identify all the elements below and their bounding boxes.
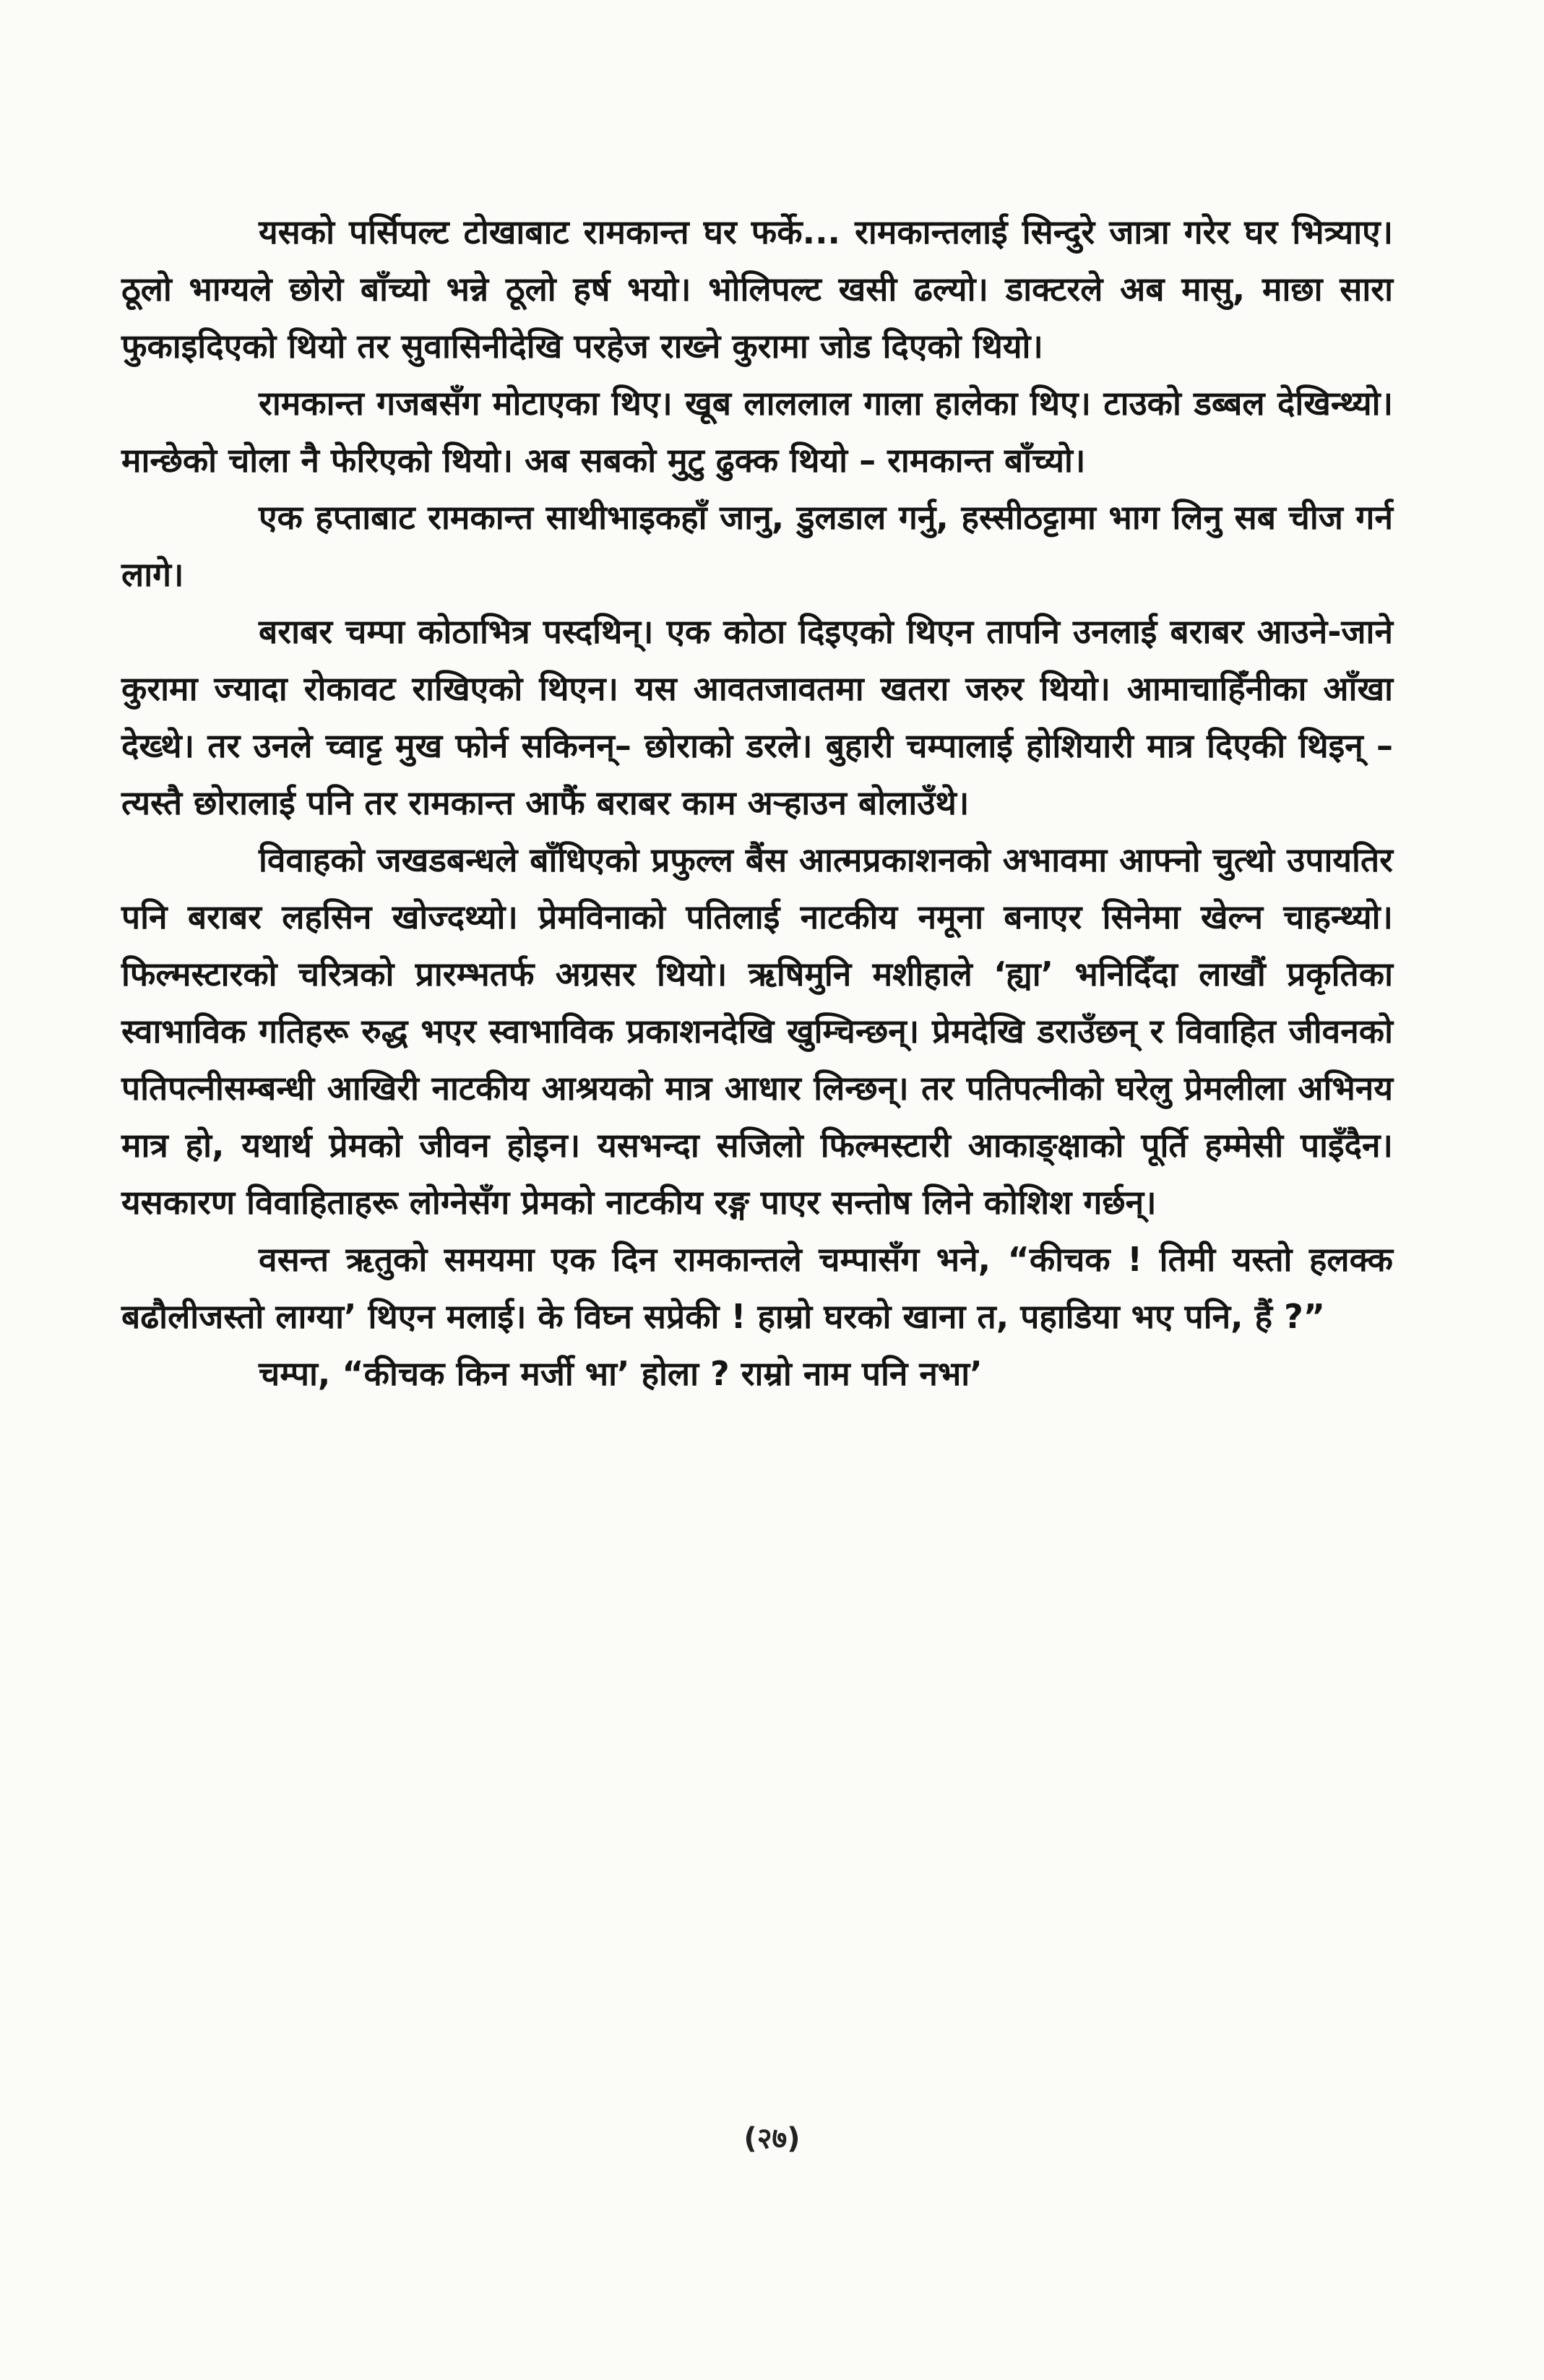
body-text (121, 204, 1393, 1402)
page-number: (२७) (743, 2122, 801, 2155)
paragraph: विवाहको जखडबन्धले बाँधिएको प्रफुल्ल बैंस आत्मप्रकाशनको अभावमा आफ्नो चुत्थो उपायतिर पनि बराबर लहसिन खोज्दथ्यो। प्रेमविनाको पतिलाई नाटकीय नमूना बनाएर सिनेमा खेल्न चाहन्थ्यो। फिल्मस्टारको चरित्रको प्रारम्भतर्फ अग्रसर थियो। ऋषिमुनि मशीहाले ‘ह्या’ भनिदिँदा लाखौं प्रकृतिका स्वाभाविक गतिहरू रुद्ध भएर स्वाभाविक प्रकाशनदेखि खुम्चिन्छन्। प्रेमदेखि डराउँछन् र विवाहित जीवनको पतिपत्नीसम्बन्धी आखिरी नाटकीय आश्रयको मात्र आधार लिन्छन्। तर पतिपत्नीको घरेलु प्रेमलीला अभिनय मात्र हो, यथार्थ प्रेमको जीवन होइन। यसभन्दा सजिलो फिल्मस्टारी आकाङ्क्षाको पूर्ति हम्मेसी पाइँदैन। यसकारण विवाहिताहरू लोग्नेसँग प्रेमको नाटकीय रङ्ग पाएर सन्तोष लिने कोशिश गर्छन्। (121, 840, 1393, 1222)
paragraph: चम्पा, “कीचक किन मर्जी भा’ होला ? राम्रो नाम पनि नभा’ (259, 1354, 983, 1393)
paragraph: वसन्त ऋतुको समयमा एक दिन रामकान्तले चम्पासँग भने, “कीचक ! तिमी यस्तो हलक्क बढौलीजस्तो लाग्या’ थिएन मलाई। के विघ्न सप्रेकी ! हाम्रो घरको खाना त, पहाडिया भए पनि, हैं ?” (121, 1240, 1393, 1336)
paragraph: रामकान्त गजबसँग मोटाएका थिए। खूब लाललाल गाला हालेका थिए। टाउको डब्बल देखिन्थ्यो। मान्छेको चोला नै फेरिएको थियो। अब सबको मुटु ढुक्क थियो – रामकान्त बाँच्यो। (121, 384, 1393, 480)
paragraph: यसको पर्सिपल्ट टोखाबाट रामकान्त घर फर्के... रामकान्तलाई सिन्दुरे जात्रा गरेर घर भित्र्याए। ठूलो भाग्यले छोरो बाँच्यो भन्ने ठूलो हर्ष भयो। भोलिपल्ट खसी ढल्यो। डाक्टरले अब मासु, माछा सारा फुकाइदिएको थियो तर सुवासिनीदेखि परहेज राख्ने कुरामा जोड दिएको थियो। (121, 212, 1393, 366)
paragraph: बराबर चम्पा कोठाभित्र पस्दथिन्। एक कोठा दिइएको थिएन तापनि उनलाई बराबर आउने-जाने कुरामा ज्यादा रोकावट राखिएको थिएन। यस आवतजावतमा खतरा जरुर थियो। आमाचाहिँनीका आँखा देख्थे। तर उनले च्वाट्ट मुख फोर्न सकिनन्– छोराको डरले। बुहारी चम्पालाई होशियारी मात्र दिएकी थिइन् – त्यस्तै छोरालाई पनि तर रामकान्त आफैं बराबर काम अऱ्हाउन बोलाउँथे। (121, 612, 1393, 822)
paragraph: एक हप्ताबाट रामकान्त साथीभाइकहाँ जानु, डुलडाल गर्नु, हस्सीठट्टामा भाग लिनु सब चीज गर्न लागे। (121, 498, 1393, 594)
